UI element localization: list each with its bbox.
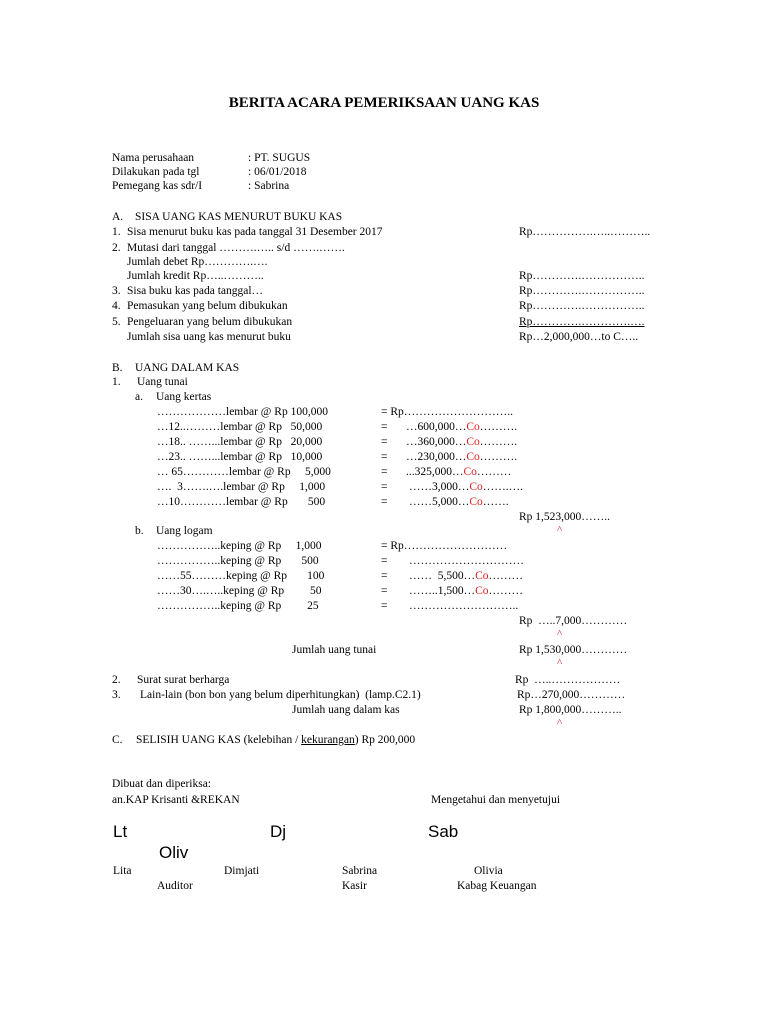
kertas-row-dots: …….…. [482, 481, 524, 493]
section-c-text [136, 734, 415, 747]
section-c-letter: C. [112, 734, 123, 746]
correction-caret: ^ [557, 628, 563, 640]
company-label: Nama perusahaan [112, 152, 195, 164]
co-mark: Co [469, 496, 483, 508]
logam-row-value [409, 570, 523, 583]
a-row-amount: Rp…………….…..……….. [519, 226, 651, 238]
signer-name: Olivia [474, 865, 503, 877]
kertas-row-value [406, 466, 511, 479]
co-mark: Co [466, 436, 480, 448]
section-b-title: UANG DALAM KAS [135, 362, 240, 374]
logam-row-value: ……………………….. [409, 600, 519, 612]
logam-row-amount: …… 5,500… [409, 570, 476, 582]
logam-row-eq: = Rp……………………… [381, 540, 508, 552]
cashier-label: Pemegang kas sdr/I [112, 180, 203, 192]
kertas-row-eq: = [381, 466, 388, 478]
a-row-amount: Rp………….………….…. [519, 316, 645, 328]
kertas-row-left: …12..………lembar @ Rp 50,000 [157, 421, 323, 433]
kas-total: Rp 1,800,000……….. [519, 704, 622, 716]
signature-olivia: Oliv [159, 843, 189, 862]
b-item1-num: 1. [112, 376, 121, 388]
a-row-text: Jumlah kredit Rp…..……….. [127, 270, 264, 282]
co-mark: Co [466, 421, 480, 433]
kertas-row-value [406, 451, 517, 464]
kertas-row-left: …23.. ……...lembar @ Rp 10,000 [157, 451, 323, 463]
cashier-value: : Sabrina [248, 180, 290, 192]
logam-row-value: ………………………… [409, 555, 524, 567]
kertas-row-amount: ...325,000… [406, 466, 464, 478]
b-item2-amount: Rp …..……………… [515, 674, 621, 686]
b-item3-text: Lain-lain (bon bon yang belum diperhitungkan) (lamp.C2.1) [140, 689, 421, 701]
prepared-label: Dibuat dan diperiksa: [112, 778, 212, 790]
kertas-row-dots: ………. [479, 421, 518, 433]
kertas-row-value [406, 436, 517, 449]
company-value: : PT. SUGUS [248, 152, 311, 164]
logam-row-dots: ……… [488, 570, 524, 582]
kertas-row-amount: …360,000… [406, 436, 467, 448]
kertas-row-amount: ……3,000… [409, 481, 470, 493]
logam-row-dots: ……… [488, 585, 524, 597]
logam-row-eq: = [381, 555, 388, 567]
a-total-label: Jumlah sisa uang kas menurut buku [127, 331, 291, 343]
signature-sabrina: Sab [428, 822, 459, 841]
b-item3-amount: Rp…270,000………… [517, 689, 626, 701]
b-item2-text: Surat surat berharga [137, 674, 230, 686]
kertas-row-left: …10…………lembar @ Rp 500 [157, 496, 326, 508]
signer-name: Dimjati [224, 865, 260, 877]
section-a-letter: A. [112, 211, 124, 223]
kertas-row-value [409, 481, 523, 494]
logam-row-left: ……55………keping @ Rp 100 [157, 570, 325, 582]
co-mark: Co [475, 585, 489, 597]
date-label: Dilakukan pada tgl [112, 166, 200, 178]
correction-caret: ^ [557, 524, 563, 536]
a-row-num: 3. [112, 285, 121, 297]
kertas-row-left: ………………lembar @ Rp 100,000 [157, 406, 328, 418]
b-item1-title: Uang tunai [137, 376, 188, 388]
logam-row-amount: ……..1,500… [409, 585, 476, 597]
a-row-text: Sisa menurut buku kas pada tanggal 31 Desember 2017 [127, 226, 383, 238]
kertas-total: Rp 1,523,000…….. [519, 511, 611, 523]
section-b-letter: B. [112, 362, 123, 374]
kertas-row-eq: = [381, 436, 388, 448]
kertas-row-dots: ……. [482, 496, 509, 508]
kertas-letter: a. [135, 391, 143, 403]
a-row-num: 2. [112, 242, 121, 254]
kertas-row-eq: = [381, 421, 388, 433]
page-title: BERITA ACARA PEMERIKSAAN UANG KAS [228, 95, 540, 111]
logam-total: Rp …..7,000………… [519, 615, 628, 627]
kertas-row-eq: = [381, 481, 388, 493]
b-item2-num: 2. [112, 674, 121, 686]
a-total-amount: Rp…2,000,000…to C….. [519, 331, 639, 343]
kekurangan-underlined: kekurangan [301, 734, 355, 746]
kertas-row-dots: ………. [479, 436, 518, 448]
kas-label: Jumlah uang dalam kas [292, 704, 400, 716]
kertas-row-value [406, 421, 517, 434]
logam-letter: b. [135, 525, 144, 537]
kertas-title: Uang kertas [156, 391, 212, 403]
signer-role: Kasir [342, 880, 367, 892]
date-value: : 06/01/2018 [248, 166, 307, 178]
kertas-row-value [409, 496, 509, 509]
a-row-text: Pemasukan yang belum dibukukan [127, 300, 288, 312]
kertas-row-dots: ………. [479, 451, 518, 463]
a-row-text: Sisa buku kas pada tanggal… [127, 285, 264, 297]
logam-row-left: ……30….…..keping @ Rp 50 [157, 585, 322, 597]
a-row-num: 4. [112, 300, 121, 312]
a-row-text: Mutasi dari tanggal ……….….. s/d …….……. [127, 242, 345, 254]
kertas-row-amount: …230,000… [406, 451, 467, 463]
logam-row-eq: = [381, 600, 388, 612]
kertas-row-left: …18.. ……...lembar @ Rp 20,000 [157, 436, 323, 448]
correction-caret: ^ [557, 657, 563, 669]
a-row-num: 5. [112, 316, 121, 328]
firm-name: an.KAP Krisanti &REKAN [112, 794, 240, 806]
co-mark: Co [475, 570, 489, 582]
signer-role: Auditor [157, 880, 193, 892]
logam-row-left: ……………..keping @ Rp 25 [157, 600, 319, 612]
tunai-total: Rp 1,530,000………… [519, 644, 628, 656]
kertas-row-eq: = Rp……………………….. [381, 406, 514, 418]
kertas-row-eq: = [381, 451, 388, 463]
signature-dimjati: Dj [270, 822, 287, 841]
signer-name: Sabrina [342, 865, 378, 877]
a-row-text: Jumlah debet Rp………….…. [127, 256, 268, 268]
logam-row-eq: = [381, 585, 388, 597]
logam-row-value [409, 585, 523, 598]
logam-row-left: ……………..keping @ Rp 1,000 [157, 540, 322, 552]
co-mark: Co [463, 466, 477, 478]
kertas-row-left: …. 3…….….lembar @ Rp 1,000 [157, 481, 326, 493]
signer-role: Kabag Keuangan [457, 880, 537, 892]
a-row-num: 1. [112, 226, 121, 238]
correction-caret: ^ [557, 717, 563, 729]
co-mark: Co [466, 451, 480, 463]
co-mark: Co [469, 481, 483, 493]
kertas-row-eq: = [381, 496, 388, 508]
approved-label: Mengetahui dan menyetujui [431, 794, 561, 806]
a-row-text: Pengeluaran yang belum dibukukan [127, 316, 293, 328]
selisih-label: SELISIH UANG KAS (kelebihan / [136, 734, 302, 746]
a-row-amount: Rp………….…………….. [519, 300, 645, 312]
logam-row-eq: = [381, 570, 388, 582]
kertas-row-dots: ……… [476, 466, 512, 478]
logam-row-left: ……………..keping @ Rp 500 [157, 555, 319, 567]
kertas-row-left: … 65…………lembar @ Rp 5,000 [157, 466, 331, 478]
kertas-row-amount: ……5,000… [409, 496, 470, 508]
signature-lita: Lt [113, 822, 128, 841]
kertas-row-amount: …600,000… [406, 421, 467, 433]
section-a-title: SISA UANG KAS MENURUT BUKU KAS [135, 211, 343, 223]
signer-name: Lita [113, 865, 132, 877]
tunai-label: Jumlah uang tunai [292, 644, 377, 656]
selisih-amount: ) Rp 200,000 [354, 734, 416, 746]
b-item3-num: 3. [112, 689, 121, 701]
a-row-amount: Rp………….…………….. [519, 285, 645, 297]
a-row-amount: Rp………….…………….. [519, 270, 645, 282]
logam-title: Uang logam [156, 525, 213, 537]
